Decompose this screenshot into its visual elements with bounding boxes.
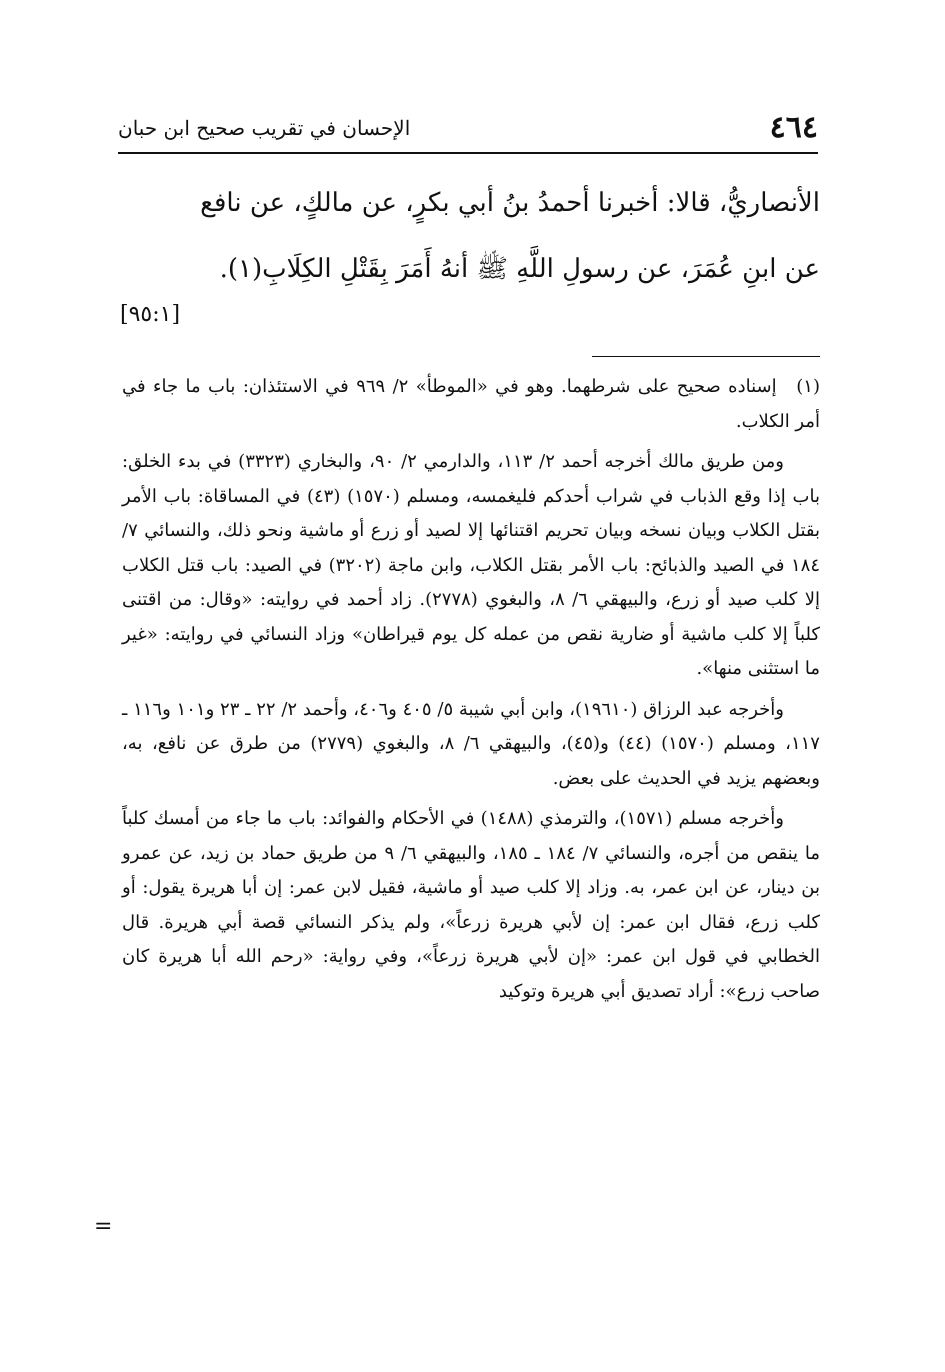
- footnote-separator: [592, 356, 820, 357]
- footnote-marker: (١): [796, 376, 820, 397]
- footnote-paragraph-3: وأخرجه عبد الرزاق (١٩٦١٠)، وابن أبي شيبة ٥/ ٤٠٥ و٤٠٦، وأحمد ٢/ ٢٢ ـ ٢٣ و١٠١ و١١٦ ـ ١١٧، ومسلم (١٥٧٠) (٤٤) و(٤٥)، والبيهقي ٦/ ٨، والبغوي (٢٧٧٩) من طرق عن نافع، به، وبعضهم يزيد في الحديث على بعض.: [122, 698, 820, 789]
- continuation-mark: =: [94, 1214, 113, 1239]
- footnotes: [122, 370, 820, 1015]
- page-number: ٤٦٤: [769, 110, 818, 145]
- running-title: الإحسان في تقريب صحيح ابن حبان: [118, 116, 411, 140]
- page-header: [118, 108, 818, 154]
- footnote-paragraph-1: [122, 370, 820, 439]
- hadith-line-2: عن ابنِ عُمَرَ، عن رسولِ اللَّهِ ﷺ أنهُ أَمَرَ بِقَتْلِ الكِلَابِ(١).: [219, 254, 820, 284]
- footnote-text-1: إسناده صحيح على شرطهما. وهو في «الموطأ» ٢/ ٩٦٩ في الاستئذان: باب ما جاء في أمر الكلاب.: [122, 376, 820, 432]
- hadith-text: [120, 170, 820, 302]
- hadith-reference: [٩٥:١]: [120, 302, 181, 327]
- footnote-paragraph-4: وأخرجه مسلم (١٥٧١)، والترمذي (١٤٨٨) في الأحكام والفوائد: باب ما جاء من أمسك كلباً ما ينقص من أجره، والنسائي ٧/ ١٨٤ ـ ١٨٥، والبيهقي ٦/ ٩ من طريق حماد بن زيد، عن عمرو بن دينار، عن ابن عمر، به. وزاد إلا كلب صيد أو ماشية، فقيل لابن عمر: إن أبا هريرة يقول: أو كلب زرع، فقال ابن عمر: إن لأبي هريرة زرعاً»، ولم يذكر النسائي قصة أبي هريرة. قال الخطابي في قول ابن عمر: «إن لأبي هريرة زرعاً»، وفي رواية: «رحم الله أبا هريرة كان صاحب زرع»: أراد تصديق أبي هريرة وتوكيد: [122, 808, 821, 1002]
- hadith-line-1: الأنصاريُّ، قالا: أخبرنا أحمدُ بنُ أبي بكرٍ، عن مالكٍ، عن نافع: [200, 188, 820, 218]
- footnote-paragraph-2: ومن طريق مالك أخرجه أحمد ٢/ ١١٣، والدارمي ٢/ ٩٠، والبخاري (٣٣٢٣) في بدء الخلق: باب إذا وقع الذباب في شراب أحدكم فليغمسه، ومسلم (١٥٧٠) (٤٣) في المساقاة: باب الأمر بقتل الكلاب وبيان نسخه وبيان تحريم اقتنائها إلا لصيد أو زرع أو ماشية ونحو ذلك، والنسائي ٧/ ١٨٤ في الصيد والذبائح: باب الأمر بقتل الكلاب، وابن ماجة (٣٢٠٢) في الصيد: باب قتل الكلاب إلا كلب صيد أو زرع، والبيهقي ٦/ ٨، والبغوي (٢٧٧٨). زاد أحمد في روايته: «وقال: من اقتنى كلباً إلا كلب ماشية أو ضارية نقص من عمله كل يوم قيراطان» وزاد النسائي في روايته: «غير ما استثنى منها».: [122, 451, 821, 679]
